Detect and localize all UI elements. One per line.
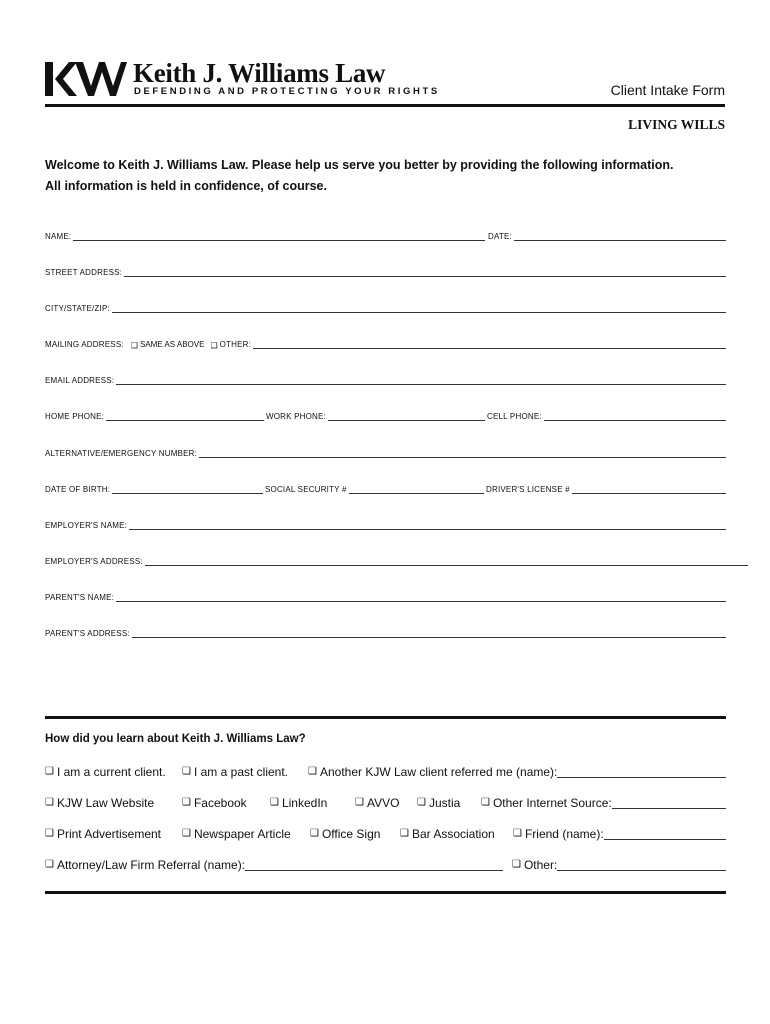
other-internet-label: Other Internet Source: [492,796,612,810]
license-line[interactable] [572,492,726,494]
friend-label: Friend (name): [524,827,604,841]
row-street [45,264,726,278]
office-sign-checkbox[interactable]: ❑ [310,828,319,839]
alt-number-label: ALTERNATIVE/EMERGENCY NUMBER: [45,449,198,458]
current-client-label: I am a current client. [56,765,166,779]
other-mailing-checkbox[interactable]: ❑ [210,341,218,350]
office-sign-option[interactable] [310,825,380,841]
home-phone-line[interactable] [106,419,264,421]
name-field[interactable] [45,228,485,242]
referred-checkbox[interactable]: ❑ [308,766,317,777]
firm-tagline: DEFENDING AND PROTECTING YOUR RIGHTS [134,86,440,97]
employer-address-label: EMPLOYER'S ADDRESS: [45,557,143,566]
row-employer-address [45,553,748,567]
mailing-line[interactable] [253,347,726,349]
row-email [45,372,726,386]
attorney-referral-checkbox[interactable]: ❑ [45,859,54,870]
name-label: NAME: [45,232,72,241]
ssn-field[interactable] [265,481,484,495]
referral-question: How did you learn about Keith J. Williams Law? [45,733,306,745]
firm-logo-mark [45,62,127,96]
same-as-above-checkbox[interactable]: ❑ [130,341,138,350]
license-field[interactable] [486,481,726,495]
parent-address-label: PARENT'S ADDRESS: [45,629,130,638]
website-label: KJW Law Website [56,796,155,810]
referred-option[interactable] [308,763,726,779]
row-city [45,300,726,314]
print-ad-label: Print Advertisement [56,827,162,841]
form-title: Client Intake Form [610,82,725,98]
bar-association-label: Bar Association [411,827,495,841]
row-parent-name [45,589,726,603]
row-phones [45,408,726,422]
mailing-label: MAILING ADDRESS: [45,340,124,349]
avvo-option[interactable] [355,794,399,810]
bar-association-option[interactable] [400,825,495,841]
facebook-label: Facebook [193,796,247,810]
date-label: DATE: [488,232,512,241]
parent-name-label: PARENT'S NAME: [45,593,115,602]
attorney-referral-option[interactable] [45,856,503,872]
justia-label: Justia [428,796,461,810]
facebook-option[interactable] [182,794,247,810]
referred-label: Another KJW Law client referred me (name): [319,765,558,779]
row-mailing [45,336,726,350]
email-line[interactable] [116,383,726,385]
row-name-date [45,228,726,242]
bar-association-checkbox[interactable]: ❑ [400,828,409,839]
header-divider [45,104,725,107]
dob-label: DATE OF BIRTH: [45,485,111,494]
attorney-referral-label: Attorney/Law Firm Referral (name): [56,858,246,872]
row-identity [45,481,726,495]
employer-address-field[interactable] [45,553,748,567]
linkedin-checkbox[interactable]: ❑ [270,797,279,808]
other-source-checkbox[interactable]: ❑ [512,859,521,870]
parent-address-line[interactable] [132,636,726,638]
avvo-checkbox[interactable]: ❑ [355,797,364,808]
friend-checkbox[interactable]: ❑ [513,828,522,839]
print-ad-checkbox[interactable]: ❑ [45,828,54,839]
welcome-text [45,155,735,197]
referral-row-3 [45,825,726,841]
website-checkbox[interactable]: ❑ [45,797,54,808]
parent-name-field[interactable] [45,589,726,603]
employer-name-label: EMPLOYER'S NAME: [45,521,128,530]
referral-row-2 [45,794,726,810]
row-alt-number [45,445,726,459]
other-mailing-label: OTHER: [219,340,252,349]
street-line[interactable] [124,275,726,277]
row-employer-name [45,517,726,531]
other-source-line[interactable] [557,869,726,871]
alt-number-line[interactable] [199,456,726,458]
justia-option[interactable] [417,794,460,810]
other-internet-checkbox[interactable]: ❑ [481,797,490,808]
date-field[interactable] [488,228,726,242]
city-field[interactable] [45,300,726,314]
facebook-checkbox[interactable]: ❑ [182,797,191,808]
attorney-referral-line[interactable] [245,869,503,871]
other-source-option[interactable] [512,856,726,872]
friend-name-line[interactable] [604,838,726,840]
parent-address-field[interactable] [45,625,726,639]
form-subtitle: LIVING WILLS [628,117,725,132]
name-line[interactable] [73,239,485,241]
cell-phone-label: CELL PHONE: [487,412,542,421]
parent-name-line[interactable] [116,600,726,602]
referral-row-4 [45,856,726,872]
home-phone-label: HOME PHONE: [45,412,105,421]
past-client-label: I am a past client. [193,765,289,779]
employer-name-line[interactable] [129,528,726,530]
work-phone-field[interactable] [266,408,485,422]
referral-top-divider [45,716,726,719]
street-label: STREET ADDRESS: [45,268,123,277]
row-parent-address [45,625,726,639]
ssn-label: SOCIAL SECURITY # [265,485,347,494]
alt-number-field[interactable] [45,445,726,459]
date-line[interactable] [514,239,726,241]
newspaper-option[interactable] [182,825,291,841]
referral-row-1 [45,763,726,779]
ssn-line[interactable] [349,492,484,494]
work-phone-line[interactable] [328,419,485,421]
cell-phone-field[interactable] [487,408,726,422]
linkedin-label: LinkedIn [281,796,328,810]
email-field[interactable] [45,372,726,386]
welcome-line-1: Welcome to Keith J. Williams Law. Please help us serve you better by providing the following information. [45,158,674,172]
newspaper-label: Newspaper Article [193,827,291,841]
referred-name-line[interactable] [557,776,726,778]
current-client-option[interactable] [45,763,166,779]
website-option[interactable] [45,794,154,810]
print-ad-option[interactable] [45,825,161,841]
avvo-label: AVVO [366,796,400,810]
current-client-checkbox[interactable]: ❑ [45,766,54,777]
cell-phone-line[interactable] [544,419,726,421]
work-phone-label: WORK PHONE: [266,412,326,421]
past-client-option[interactable] [182,763,288,779]
newspaper-checkbox[interactable]: ❑ [182,828,191,839]
email-label: EMAIL ADDRESS: [45,376,115,385]
welcome-line-2: All information is held in confidence, of course. [45,179,327,193]
home-phone-field[interactable] [45,408,264,422]
mailing-field[interactable] [45,336,726,350]
other-internet-option[interactable] [481,794,726,810]
street-field[interactable] [45,264,726,278]
firm-name: Keith J. Williams Law [133,58,386,88]
linkedin-option[interactable] [270,794,327,810]
employer-name-field[interactable] [45,517,726,531]
city-line[interactable] [112,311,726,313]
license-label: DRIVER'S LICENSE # [486,485,570,494]
city-label: CITY/STATE/ZIP: [45,304,110,313]
employer-address-line[interactable] [145,564,748,566]
dob-field[interactable] [45,481,263,495]
justia-checkbox[interactable]: ❑ [417,797,426,808]
same-as-above-label: SAME AS ABOVE [139,340,205,349]
dob-line[interactable] [112,492,263,494]
referral-bottom-divider [45,891,726,894]
other-internet-line[interactable] [612,807,726,809]
past-client-checkbox[interactable]: ❑ [182,766,191,777]
office-sign-label: Office Sign [321,827,381,841]
other-source-label: Other: [523,858,558,872]
friend-option[interactable] [513,825,726,841]
